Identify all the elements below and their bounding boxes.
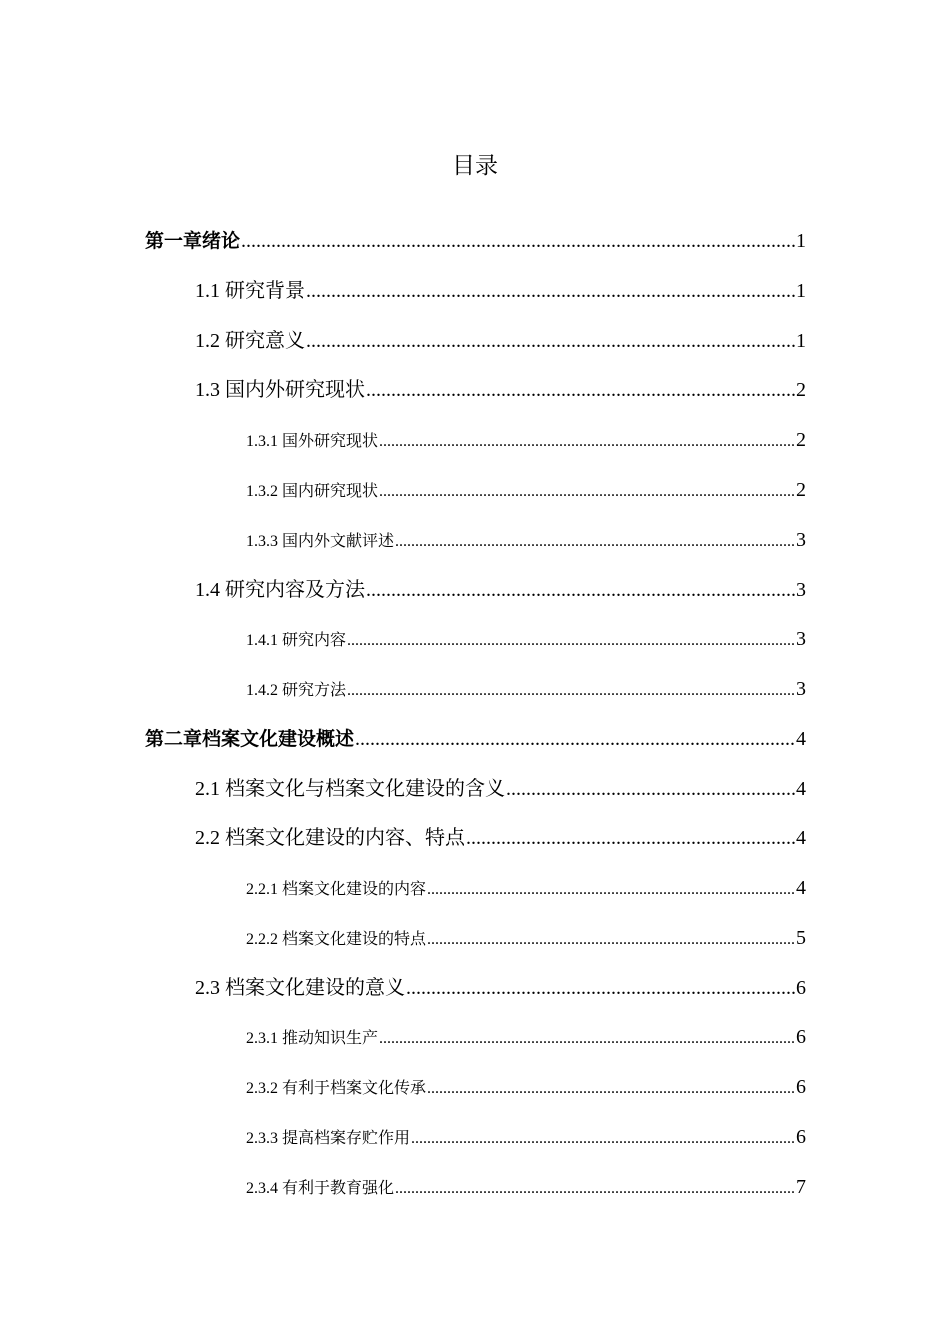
dot-leader bbox=[395, 1164, 795, 1212]
dot-leader bbox=[379, 1014, 795, 1062]
toc-entry-1-4[interactable] bbox=[195, 565, 806, 615]
dot-leader bbox=[411, 1114, 795, 1162]
toc-entry-1-2[interactable] bbox=[195, 316, 806, 366]
toc-entry-2-1[interactable] bbox=[195, 764, 806, 814]
toc-entry-label: 2.3.4 有利于教育强化 bbox=[246, 1180, 395, 1197]
dot-leader bbox=[241, 216, 795, 266]
toc-entry-page: 7 bbox=[796, 1176, 806, 1198]
dot-leader bbox=[427, 915, 795, 963]
toc-entry-page: 4 bbox=[796, 877, 806, 899]
toc-entry-label: 2.3.1 推动知识生产 bbox=[246, 1030, 379, 1047]
dot-leader bbox=[355, 714, 795, 764]
toc-entry-page: 2 bbox=[796, 379, 806, 401]
toc-entry-label: 1.4.2 研究方法 bbox=[246, 682, 347, 699]
toc-entry-label: 2.2 档案文化建设的内容、特点 bbox=[195, 827, 465, 849]
toc-entry-1-1[interactable] bbox=[195, 266, 806, 316]
toc-entry-2-2-2[interactable] bbox=[246, 913, 806, 963]
toc-entry-2-3[interactable] bbox=[195, 963, 806, 1013]
dot-leader bbox=[466, 813, 795, 863]
toc-entry-page: 3 bbox=[796, 529, 806, 551]
toc-entry-label: 1.3.2 国内研究现状 bbox=[246, 483, 379, 500]
toc-entry-page: 6 bbox=[796, 1126, 806, 1148]
toc-entry-1-3[interactable] bbox=[195, 365, 806, 415]
toc-entry-label: 1.4 研究内容及方法 bbox=[195, 579, 365, 601]
toc-entry-2-3-1[interactable] bbox=[246, 1012, 806, 1062]
toc-entry-label: 1.3.3 国内外文献评述 bbox=[246, 533, 395, 550]
toc-entry-page: 3 bbox=[796, 579, 806, 601]
dot-leader bbox=[366, 565, 795, 615]
toc-entry-label: 2.3 档案文化建设的意义 bbox=[195, 977, 405, 999]
toc-entry-label: 2.2.1 档案文化建设的内容 bbox=[246, 881, 427, 898]
toc-entry-2-3-4[interactable] bbox=[246, 1162, 806, 1212]
toc-entry-label: 第一章绪论 bbox=[145, 230, 241, 252]
toc-entry-page: 4 bbox=[796, 778, 806, 800]
dot-leader bbox=[427, 865, 795, 913]
toc-entry-1-3-1[interactable] bbox=[246, 415, 806, 465]
dot-leader bbox=[347, 666, 795, 714]
toc-entry-2-3-3[interactable] bbox=[246, 1112, 806, 1162]
toc-entry-page: 3 bbox=[796, 678, 806, 700]
toc-entry-page: 6 bbox=[796, 977, 806, 999]
toc-entry-label: 2.3.3 提高档案存贮作用 bbox=[246, 1130, 411, 1147]
toc-entry-1-4-2[interactable] bbox=[246, 664, 806, 714]
dot-leader bbox=[427, 1064, 795, 1112]
toc-entry-2-3-2[interactable] bbox=[246, 1062, 806, 1112]
toc-entry-label: 2.1 档案文化与档案文化建设的含义 bbox=[195, 778, 505, 800]
toc-entry-page: 2 bbox=[796, 429, 806, 451]
toc-entry-2-2-1[interactable] bbox=[246, 863, 806, 913]
dot-leader bbox=[379, 417, 795, 465]
toc-entry-page: 6 bbox=[796, 1026, 806, 1048]
toc-entry-label: 1.3.1 国外研究现状 bbox=[246, 433, 379, 450]
toc-entry-label: 1.1 研究背景 bbox=[195, 280, 305, 302]
dot-leader bbox=[366, 365, 795, 415]
dot-leader bbox=[506, 764, 795, 814]
toc-entry-page: 1 bbox=[796, 330, 806, 352]
toc-entry-page: 3 bbox=[796, 628, 806, 650]
toc-entry-chapter-1[interactable] bbox=[145, 216, 806, 266]
toc-entry-label: 2.3.2 有利于档案文化传承 bbox=[246, 1080, 427, 1097]
toc-entry-page: 5 bbox=[796, 927, 806, 949]
toc-entry-page: 4 bbox=[796, 827, 806, 849]
toc-entry-page: 1 bbox=[796, 230, 806, 252]
toc-entry-label: 2.2.2 档案文化建设的特点 bbox=[246, 931, 427, 948]
dot-leader bbox=[347, 616, 795, 664]
toc-entry-1-3-2[interactable] bbox=[246, 465, 806, 515]
toc-entry-page: 4 bbox=[796, 728, 806, 750]
toc-entry-page: 2 bbox=[796, 479, 806, 501]
dot-leader bbox=[306, 316, 795, 366]
dot-leader bbox=[379, 467, 795, 515]
toc-entry-1-3-3[interactable] bbox=[246, 515, 806, 565]
toc-entry-2-2[interactable] bbox=[195, 813, 806, 863]
dot-leader bbox=[406, 963, 795, 1013]
toc-title: 目录 bbox=[452, 153, 498, 179]
toc-entry-label: 1.4.1 研究内容 bbox=[246, 632, 347, 649]
toc-entry-page: 1 bbox=[796, 280, 806, 302]
toc-entry-1-4-1[interactable] bbox=[246, 614, 806, 664]
toc-entry-chapter-2[interactable] bbox=[145, 714, 806, 764]
dot-leader bbox=[306, 266, 795, 316]
toc-entry-label: 第二章档案文化建设概述 bbox=[145, 728, 355, 750]
toc-entry-page: 6 bbox=[796, 1076, 806, 1098]
dot-leader bbox=[395, 517, 795, 565]
toc-entry-label: 1.2 研究意义 bbox=[195, 330, 305, 352]
toc-entry-label: 1.3 国内外研究现状 bbox=[195, 379, 365, 401]
